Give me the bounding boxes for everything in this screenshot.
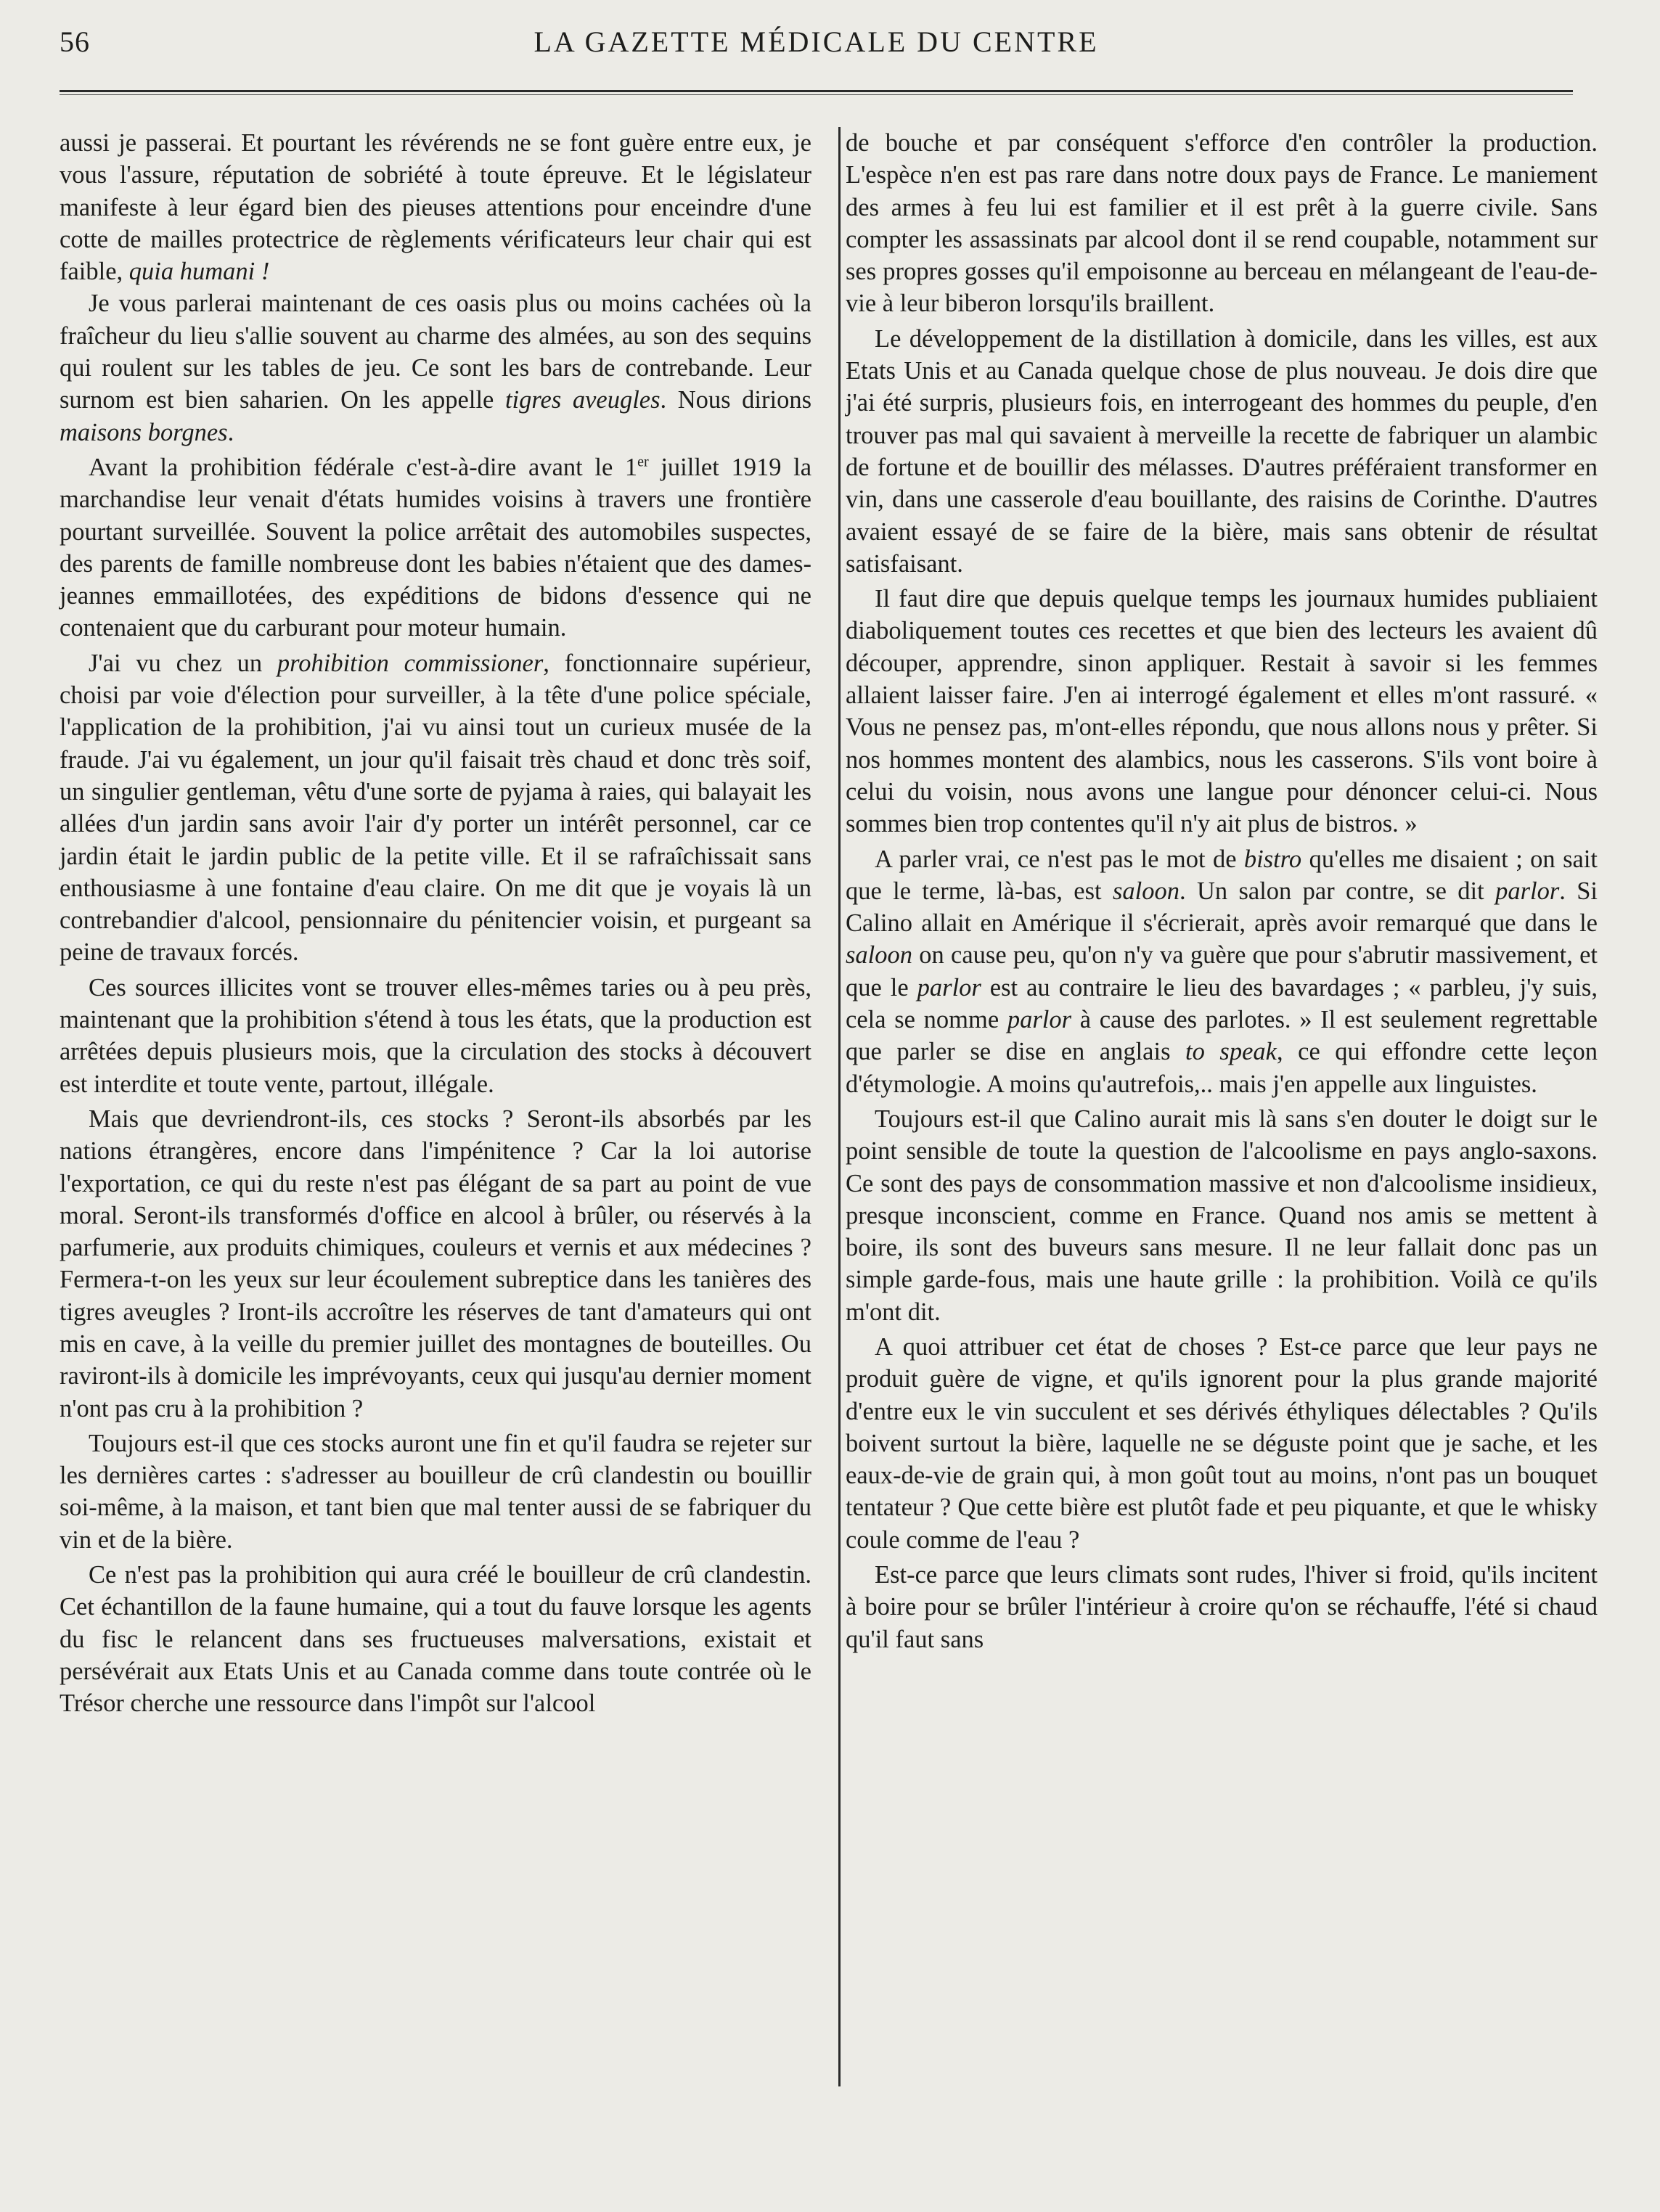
paragraph: Il faut dire que depuis quelque temps les journaux humides publiaient diaboliquement toutes ces recettes et que bien des lecteurs les avaient dû découper, apprendre, sinon appliquer. Restait à savoir si les femmes allaient laisser faire. J'en ai interrogé également et elles m'ont rassuré. « Vous ne pensez pas, m'ont-elles répondu, que nous allons nous y prêter. Si nos hommes montent des alambics, nous les casserons. S'ils vont boire à celui du voisin, nous avons une langue pour dénoncer celui-ci. Nous sommes bien trop contentes qu'il n'y ait plus de bistros. »: [846, 585, 1598, 838]
page-number: 56: [60, 25, 90, 58]
paragraph: Avant la prohibition fédérale c'est-à-dire avant le 1er juillet 1919 la marchandise leur venait d'états humides voisins à travers une frontière pourtant surveillée. Souvent la police arrêtait des automobiles suspectes, des parents de famille nombreuse dont les babies n'étaient que des dames-jeannes emmaillotées, des expéditions de bidons d'essence qui ne contenaient que du carburant pour moteur humain.: [60, 453, 812, 642]
italic-term: saloon: [1112, 877, 1179, 905]
italic-term: prohibition commissioner: [277, 649, 544, 677]
left-column: [60, 127, 811, 1720]
paragraph: aussi je passerai. Et pourtant les révérends ne se font guère entre eux, je vous l'assure, réputation de sobriété à toute épreuve. Et le législateur manifeste à leur égard bien des pieuses attentions pour enceindre d'une cotte de mailles protectrice de règlements vérificateurs leur chair qui est faible, quia humani !: [60, 129, 811, 286]
italic-term: to speak: [1185, 1038, 1277, 1066]
paragraph: Est-ce parce que leurs climats sont rudes, l'hiver si froid, qu'ils incitent à boire pour se brûler l'intérieur à croire qu'on se réchauffe, l'été si chaud qu'il faut sans: [846, 1561, 1598, 1653]
italic-term: saloon: [846, 941, 913, 970]
paragraph: Le développement de la distillation à domicile, dans les villes, est aux Etats Unis et au Canada quelque chose de plus nouveau. Je dois dire que j'ai été surpris, plusieurs fois, en interrogeant des hommes du peuple, d'en trouver pas mal qui savaient à merveille la recette de fabriquer un alambic de fortune et de bouillir des mélasses. D'autres préféraient transformer en vin, dans une casserole d'eau bouillante, des raisins de Corinthe. D'autres avaient essayé de se faire de la bière, mais sans obtenir de résultat satisfaisant.: [846, 324, 1598, 578]
italic-term: parlor: [1007, 1006, 1072, 1034]
journal-title: LA GAZETTE MÉDICALE DU CENTRE: [533, 25, 1099, 58]
paragraph: A quoi attribuer cet état de choses ? Est-ce parce que leur pays ne produit guère de vigne, et qu'ils ignorent pour la plus grande majorité d'entre eux le vin succulent et ses dérivés éthyliques délectables ? Qu'ils boivent surtout la bière, laquelle ne se déguste point que je sache, et les eaux-de-vie de grain qui, à mon goût tout au moins, n'ont pas un bouquet tentateur ? Que cette bière est plutôt fade et peu piquante, et que le whisky coule comme de l'eau ?: [846, 1332, 1598, 1554]
italic-term: parlor: [1495, 877, 1560, 905]
paragraph: de bouche et par conséquent s'efforce d'en contrôler la production. L'espèce n'en est pas rare dans notre doux pays de France. Le maniement des armes à feu lui est familier et il est prêt à la guerre civile. Sans compter les assassinats par alcool dont il se rend coupable, notamment sur ses propres gosses qu'il empoisonne au berceau en mélangeant de l'eau-de-vie à leur biberon lorsqu'ils braillent.: [846, 129, 1598, 318]
paragraph: Toujours est-il que Calino aurait mis là sans s'en douter le doigt sur le point sensible de toute la question de l'alcoolisme en pays anglo-saxons. Ce sont des pays de consommation massive et non d'alcoolisme insidieux, presque inconscient, comme en France. Quand nos amis se mettent à boire, ils sont des buveurs sans mesure. Il ne leur fallait donc pas un simple garde-fous, mais une haute grille : la prohibition. Voilà ce qu'ils m'ont dit.: [846, 1105, 1598, 1326]
header-rule: [60, 90, 1573, 92]
italic-term: bistro: [1243, 845, 1302, 873]
italic-term: parlor: [917, 973, 981, 1001]
column-divider: [838, 127, 841, 2086]
paragraph: Je vous parlerai maintenant de ces oasis plus ou moins cachées où la fraîcheur du lieu s'allie souvent au charme des almées, au son des sequins qui roulent sur les tables de jeu. Ce sont les bars de contrebande. Leur surnom est bien saharien. On les appelle tigres aveugles. Nous dirions maisons borgnes.: [60, 290, 811, 446]
right-column: [846, 127, 1598, 1655]
paragraph: A parler vrai, ce n'est pas le mot de bistro qu'elles me disaient ; on sait que le terme, là-bas, est saloon. Un salon par contre, se dit parlor. Si Calino allait en Amérique il s'écrierait, après avoir remarqué que dans le saloon on cause peu, qu'on n'y va guère que pour s'abrutir massivement, et que le parlor est au contraire le lieu des bavardages ; « parbleu, j'y suis, cela se nomme parlor à cause des parlotes. » Il est seulement regrettable que parler se dise en anglais to speak, ce qui effondre cette leçon d'étymologie. A moins qu'autrefois,.. mais j'en appelle aux linguistes.: [846, 845, 1598, 1098]
paragraph: Ce n'est pas la prohibition qui aura créé le bouilleur de crû clandestin. Cet échantillon de la faune humaine, qui a tout du fauve lorsque les agents du fisc le relancent dans ses fructueuses malversations, existait et persévérait aux Etats Unis et au Canada comme dans toute contrée où le Trésor cherche une ressource dans l'impôt sur l'alcool: [60, 1561, 811, 1718]
italic-term: tigres aveugles: [504, 386, 661, 414]
paragraph: J'ai vu chez un prohibition commissioner, fonctionnaire supérieur, choisi par voie d'élection pour surveiller, à la tête d'une police spéciale, l'application de la prohibition, j'ai vu ainsi tout un curieux musée de la fraude. J'ai vu également, un jour qu'il faisait très chaud et donc très soif, un singulier gentleman, vêtu d'une sorte de pyjama à raies, qui balayait les allées d'un jardin sans avoir l'air d'y porter un intérêt personnel, car ce jardin était le jardin public de la petite ville. Et il se rafraîchissait sans enthousiasme à une fontaine d'eau claire. On me dit que je voyais là un contrebandier d'alcool, pensionnaire du pénitencier voisin, et purgeant sa peine de travaux forcés.: [60, 649, 811, 967]
paragraph: Ces sources illicites vont se trouver elles-mêmes taries ou à peu près, maintenant que la prohibition s'étend à tous les états, que la production est arrêtées depuis plusieurs mois, que la circulation des stocks à découvert est interdite et toute vente, partout, illégale.: [60, 973, 811, 1098]
paragraph: Mais que devriendront-ils, ces stocks ? Seront-ils absorbés par les nations étrangères, encore dans l'impénitence ? Car la loi autorise l'exportation, ce qui du reste n'est pas élégant de sa part au point de vue moral. Seront-ils transformés d'office en alcool à brûler, ou réservés à la parfumerie, aux produits chimiques, couleurs et vernis et aux médecines ? Fermera-t-on les yeux sur leur écoulement subreptice dans les tanières des tigres aveugles ? Iront-ils accroître les réserves de tant d'amateurs qui ont mis en cave, à la veille du premier juillet des montagnes de bouteilles. Ou raviront-ils à domicile les imprévoyants, ceux qui jusqu'au dernier moment n'ont pas cru à la prohibition ?: [60, 1105, 811, 1422]
running-header: [60, 25, 1573, 68]
latin-phrase: quia humani !: [128, 258, 270, 286]
italic-term: maisons borgnes: [60, 418, 228, 446]
paragraph: Toujours est-il que ces stocks auront une fin et qu'il faudra se rejeter sur les dernières cartes : s'adresser au bouilleur de crû clandestin ou bouillir soi-même, à la maison, et tant bien que mal tenter aussi de se fabriquer du vin et de la bière.: [60, 1429, 811, 1554]
header-rule-thin: [60, 94, 1573, 95]
